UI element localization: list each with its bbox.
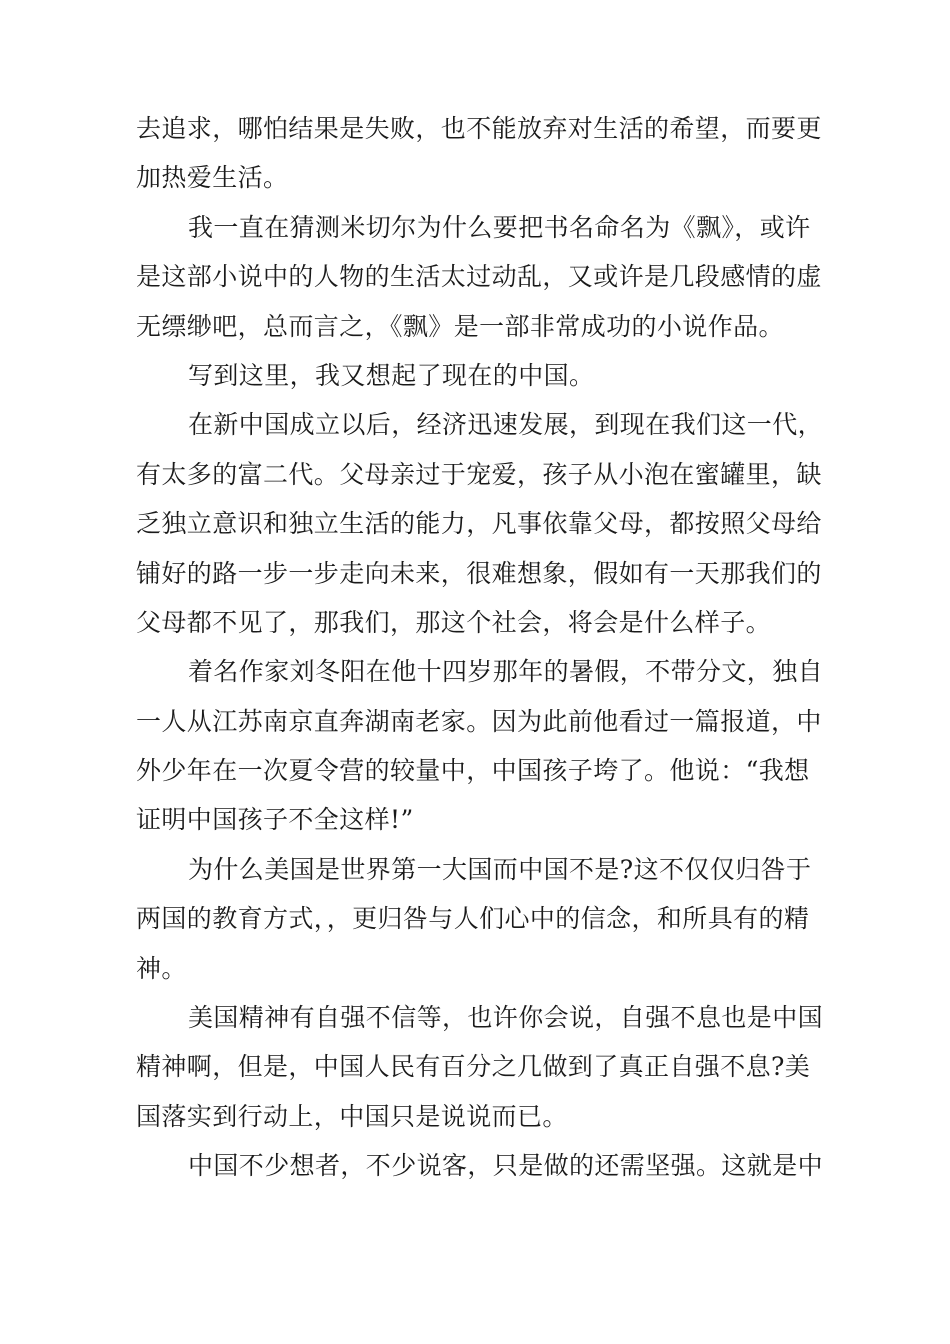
text-line: 中国不少想者，不少说客，只是做的还需坚强。这就是中: [188, 1151, 824, 1181]
text-line: 一人从江苏南京直奔湖南老家。因为此前他看过一篇报道，中: [136, 706, 822, 736]
text-line: 加热爱生活。: [136, 163, 289, 193]
text-line: 铺好的路一步一步走向未来，很难想象，假如有一天那我们的: [136, 558, 822, 588]
text-line: 父母都不见了，那我们，那这个社会，将会是什么样子。: [136, 607, 772, 637]
text-line: 着名作家刘冬阳在他十四岁那年的暑假，不带分文，独自: [188, 657, 824, 687]
paragraph-1: [136, 104, 826, 203]
paragraph-8: [136, 1141, 826, 1190]
text-line: 有太多的富二代。父母亲过于宠爱，孩子从小泡在蜜罐里，缺: [136, 459, 822, 489]
text-line: 我一直在猜测米切尔为什么要把书名命名为《飘》，或许: [188, 212, 811, 242]
text-line: 外少年在一次夏令营的较量中，中国孩子垮了。他说：“我想: [136, 756, 810, 786]
text-line: 去追求，哪怕结果是失败，也不能放弃对生活的希望，而要更: [136, 114, 822, 143]
text-line: 证明中国孩子不全这样!”: [136, 805, 414, 835]
paragraph-5: [136, 647, 826, 845]
text-line: 乏独立意识和独立生活的能力，凡事依靠父母，都按照父母给: [136, 509, 822, 539]
text-line: 写到这里，我又想起了现在的中国。: [188, 360, 595, 390]
text-line: 为什么美国是世界第一大国而中国不是?这不仅仅归咎于: [188, 854, 812, 884]
text-line: 国落实到行动上，中国只是说说而已。: [136, 1101, 568, 1131]
document-body: [136, 104, 826, 1191]
paragraph-2: [136, 203, 826, 351]
text-line: 在新中国成立以后，经济迅速发展，到现在我们这一代，: [188, 410, 824, 440]
text-line: 精神啊，但是，中国人民有百分之几做到了真正自强不息?美: [136, 1052, 811, 1082]
text-line: 神。: [136, 953, 187, 983]
paragraph-3: [136, 351, 826, 400]
paragraph-6: [136, 845, 826, 993]
text-line: 是这部小说中的人物的生活太过动乱，又或许是几段感情的虚: [136, 262, 822, 292]
text-line: 无缥缈吧，总而言之，《飘》是一部非常成功的小说作品。: [136, 311, 784, 341]
text-line: 美国精神有自强不信等，也许你会说，自强不息也是中国: [188, 1003, 824, 1033]
text-line: 两国的教育方式，，更归咎与人们心中的信念，和所具有的精: [136, 904, 810, 934]
paragraph-4: [136, 400, 826, 647]
paragraph-7: [136, 993, 826, 1141]
